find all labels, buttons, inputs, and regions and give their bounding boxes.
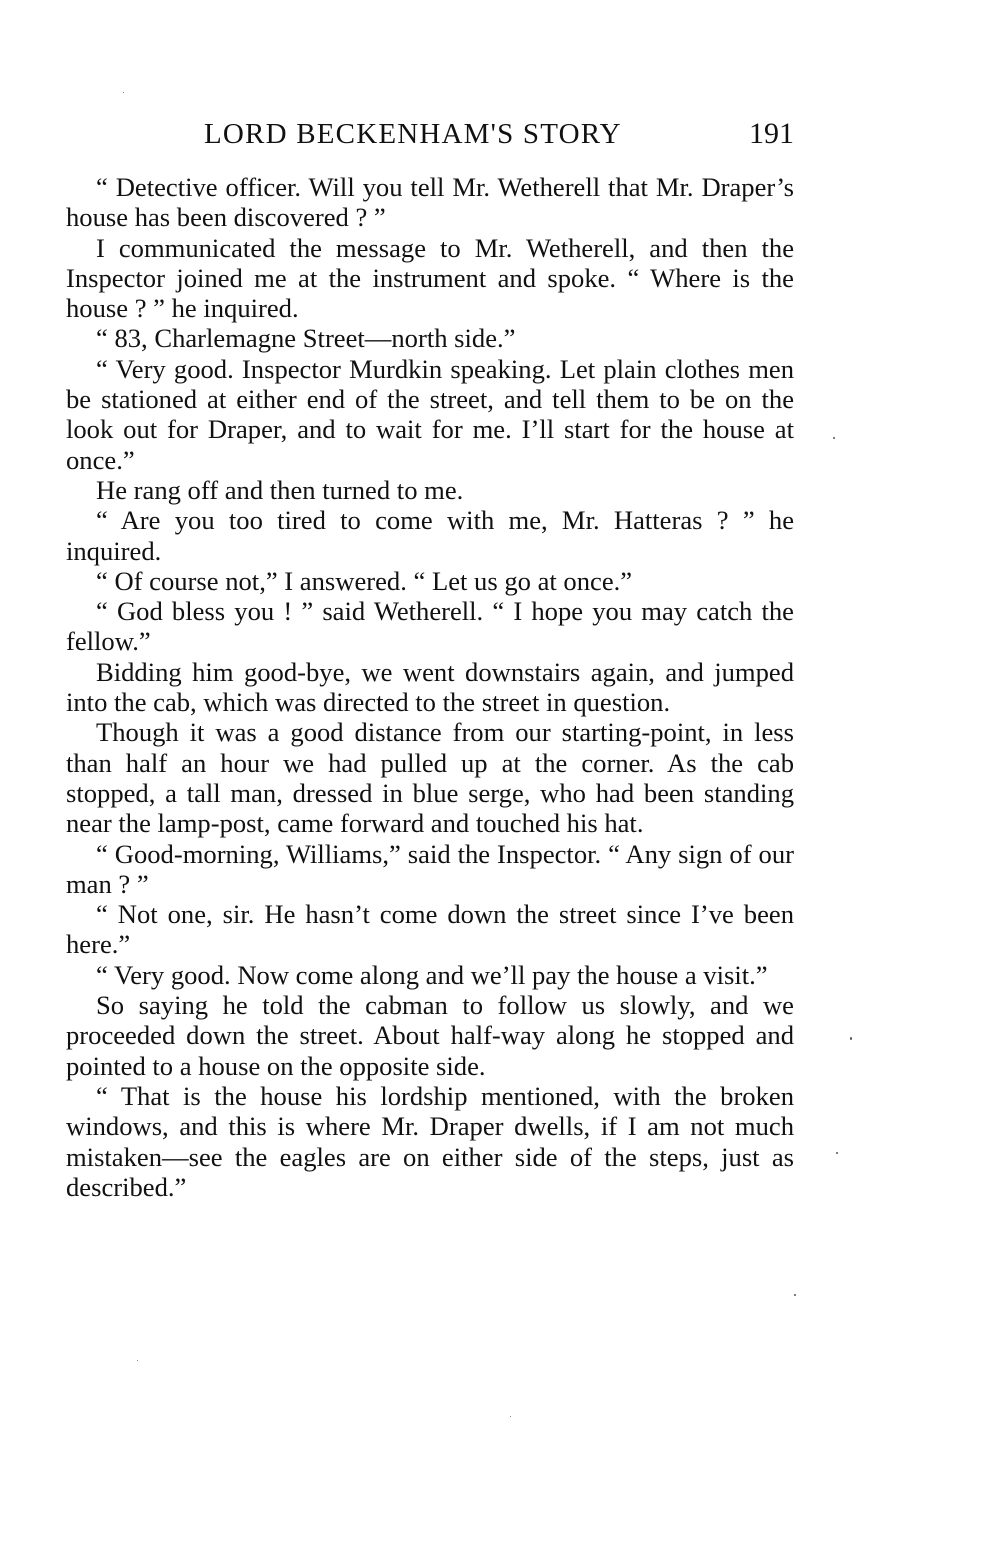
scan-speck: [137, 1360, 138, 1361]
page-number: 191: [749, 117, 794, 150]
running-title: LORD BECKENHAM'S STORY: [204, 118, 622, 150]
scan-speck: [794, 1294, 796, 1296]
scan-speck: [850, 1037, 852, 1040]
paragraph-7: “ Of course not,” I answered. “ Let us go at once.”: [96, 565, 633, 596]
paragraph-9: Bidding him good-bye, we went downstairs again, and jumped into the cab, which was directed to the street in question.: [66, 656, 794, 718]
paragraph-15: “ That is the house his lordship mentioned, with the broken windows, and this is where Mr. Draper dwells, if I am not much mistaken—see the eagles are on either side of the steps, just as described.”: [66, 1080, 794, 1202]
paragraph-10: Though it was a good distance from our starting-point, in less than half an hour we had pulled up at the corner. As the cab stopped, a tall man, dressed in blue serge, who had been standing near the lamp-post, came forward and touched his hat.: [66, 717, 794, 839]
paragraph-3: “ 83, Charlemagne Street—north side.”: [96, 323, 516, 354]
paragraph-8: “ God bless you ! ” said Wetherell. “ I hope you may catch the fellow.”: [66, 596, 794, 657]
scan-speck: [833, 437, 835, 439]
paragraph-13: “ Very good. Now come along and we’ll pay the house a visit.”: [96, 959, 768, 990]
scan-speck: [836, 1152, 838, 1154]
paragraph-1: “ Detective officer. Will you tell Mr. Wetherell that Mr. Draper’s house has been discovered ? ”: [66, 172, 794, 233]
paragraph-12: “ Not one, sir. He hasn’t come down the street since I’ve been here.”: [66, 899, 794, 960]
scan-speck: [510, 1416, 511, 1417]
body-text: [66, 172, 794, 1202]
scan-speck: [123, 92, 124, 93]
running-head: [66, 114, 794, 154]
paragraph-4: “ Very good. Inspector Murdkin speaking. Let plain clothes men be stationed at either end of the street, and tell them to be on the look out for Draper, and to wait for me. I’ll start for the house at once.”: [66, 353, 794, 475]
paragraph-11: “ Good-morning, Williams,” said the Inspector. “ Any sign of our man ? ”: [66, 838, 794, 899]
paragraph-6: “ Are you too tired to come with me, Mr. Hatteras ? ” he inquired.: [66, 505, 794, 566]
paragraph-5: He rang off and then turned to me.: [96, 474, 464, 505]
paragraph-14: So saying he told the cabman to follow us slowly, and we proceeded down the street. About half-way along he stopped and pointed to a house on the opposite side.: [66, 990, 794, 1081]
paragraph-2: I communicated the message to Mr. Wetherell, and then the Inspector joined me at the instrument and spoke. “ Where is the house ? ” he inquired.: [66, 232, 794, 324]
